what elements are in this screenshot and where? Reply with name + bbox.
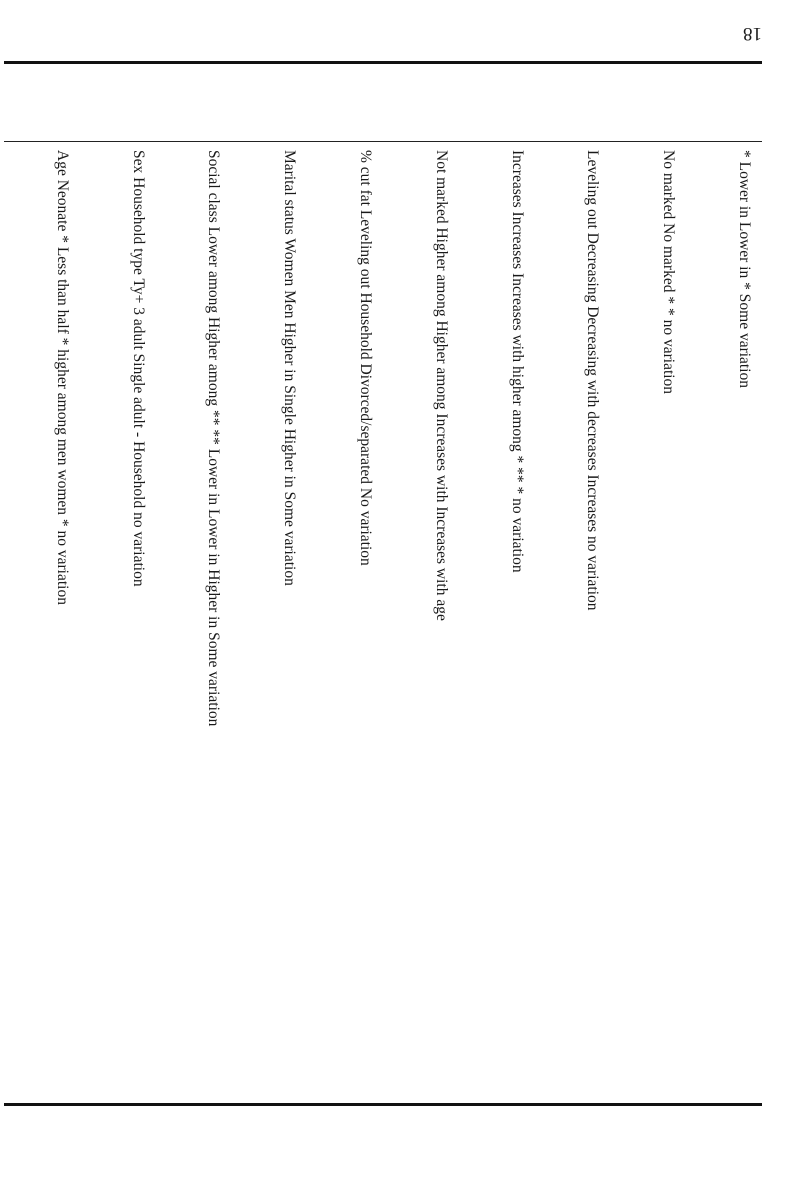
table-column-line: % cut fat Leveling out Household Divorced/separated No variation (357, 150, 374, 566)
table-column-line: No marked No marked * * no variation (660, 150, 678, 395)
table-column-line: Increases Increases Increases with higher among * ** * no variation (508, 150, 526, 573)
table-column-line: Marital status Women Men Higher in Single Higher in Some variation (281, 150, 299, 586)
header-rule (4, 141, 762, 142)
data-table (4, 144, 762, 1104)
table-column-line: Social class Lower among Higher among ** ** Lower in Lower in Higher in Some variation (205, 150, 223, 727)
table-column-line: Not marked Higher among Higher among Increases with Increases with age (432, 150, 450, 621)
page-number: 18 (743, 23, 762, 44)
table-column-line: Age Neonate * Less than half * higher among men women * no variation (53, 150, 71, 605)
table-column-line: * Lower in Lower in * Some variation (736, 150, 753, 389)
table-column-line: Sex Household type Ty+ 3 adult Single adult - Household no variation (129, 150, 147, 587)
table-column-line: Leveling out Decreasing Decreasing with decreases Increases no variation (584, 150, 602, 611)
top-rule (4, 61, 762, 64)
